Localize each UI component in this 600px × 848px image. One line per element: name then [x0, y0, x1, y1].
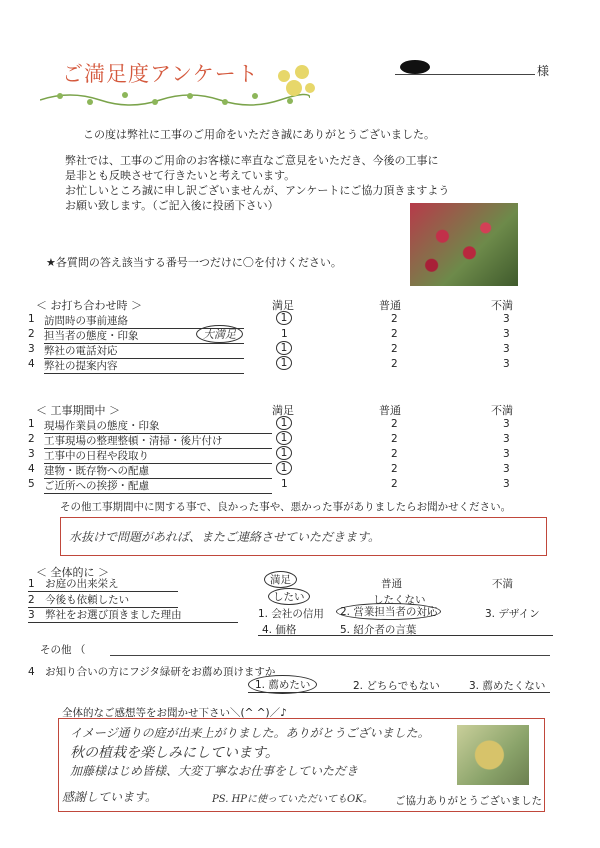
- redacted-name: [400, 60, 430, 74]
- berries-photo: [410, 203, 518, 286]
- impression-line-2: 秋の植栽を楽しみにしています。: [70, 745, 279, 761]
- page-title: ご満足度アンケート: [62, 62, 259, 86]
- s2-row1-num: 1: [28, 418, 35, 430]
- other-prompt: その他工事期間中に関する事で、良かった事や、悪かった事がありましたらお聞かせください。: [60, 501, 512, 513]
- s3-q2-answer-yes[interactable]: したい: [268, 588, 310, 605]
- s1-row3-question: 弊社の電話対応: [44, 343, 244, 359]
- s2-row4-question: 建物・既存物への配慮: [44, 463, 272, 479]
- s2-row3-answer-3[interactable]: 3: [503, 448, 510, 460]
- s1-row4-answer-3[interactable]: 3: [503, 358, 510, 370]
- flower-decoration: [272, 62, 318, 102]
- s1-row4-answer-1[interactable]: 1: [276, 356, 292, 370]
- intro-line-4: お忙しいところ誠に申し訳ございませんが、アンケートにご協力頂きますよう: [65, 184, 450, 197]
- s2-row4-num: 4: [28, 463, 35, 475]
- s1-row2-question: 担当者の態度・印象: [44, 328, 244, 344]
- section1-title: ＜ お打ち合わせ時 ＞: [36, 299, 142, 312]
- s4-answer-3[interactable]: 3. 薦めたくない: [469, 680, 546, 692]
- s3-q3-reason-4[interactable]: 4. 価格: [262, 624, 297, 636]
- s3-q3-reason-1[interactable]: 1. 会社の信用: [258, 608, 324, 620]
- s3-other-label: その他 （: [40, 644, 86, 656]
- intro-line-5: お願い致します。（ご記入後に投函下さい）: [65, 199, 279, 212]
- intro-line-3: 是非とも反映させて行きたいと考えています。: [65, 169, 296, 182]
- s1-row1-answer-1[interactable]: 1: [276, 311, 292, 325]
- plant-photo: [457, 725, 529, 785]
- section1-header-satisfied: 満足: [272, 299, 294, 312]
- intro-line-2: 弊社では、工事のご用命のお客様に率直なご意見をいただき、今後の工事に: [65, 154, 439, 167]
- section2-header-satisfied: 満足: [272, 404, 294, 417]
- section2-title: ＜ 工事期間中 ＞: [36, 404, 120, 417]
- s3-q2-answer-no[interactable]: したくない: [373, 594, 426, 606]
- s1-row4-num: 4: [28, 358, 35, 370]
- impression-line-3: 加藤様はじめ皆様、大変丁寧なお仕事をしていただき: [70, 764, 359, 778]
- s2-row1-answer-1[interactable]: 1: [276, 416, 292, 430]
- s3-q3-reason-3[interactable]: 3. デザイン: [485, 608, 540, 620]
- instruction-text: ★各質問の答え該当する番号一つだけに〇を付けください。: [46, 256, 342, 269]
- s4-question: 4 お知り合いの方にフジタ緑研をお薦め頂けますか: [28, 666, 276, 678]
- s1-row1-answer-3[interactable]: 3: [503, 313, 510, 325]
- s2-row1-answer-3[interactable]: 3: [503, 418, 510, 430]
- section2-header-normal: 普通: [379, 404, 401, 417]
- intro-line-1: この度は弊社に工事のご用命をいただき誠にありがとうございました。: [83, 128, 435, 141]
- s3-q1-answer-normal[interactable]: 普通: [381, 578, 402, 590]
- s2-row1-answer-2[interactable]: 2: [391, 418, 398, 430]
- s2-row5-answer-2[interactable]: 2: [391, 478, 398, 490]
- thanks-text: ご協力ありがとうございました: [395, 795, 542, 807]
- impression-line-1: イメージ通りの庭が出来上がりました。ありがとうございました。: [70, 726, 430, 740]
- s1-row2-answer-1[interactable]: 1: [281, 328, 288, 340]
- s2-row3-answer-1[interactable]: 1: [276, 446, 292, 460]
- s1-row2-answer-3[interactable]: 3: [503, 328, 510, 340]
- s3-q3-question: 3 弊社をお選び頂きました理由: [28, 607, 238, 623]
- section1-header-unsatisfied: 不満: [491, 299, 513, 312]
- s4-underline: [248, 692, 550, 693]
- s1-row2-answer-2[interactable]: 2: [391, 328, 398, 340]
- reason-underline: [258, 635, 553, 636]
- name-line: [395, 74, 535, 75]
- s2-row3-num: 3: [28, 448, 35, 460]
- s2-row5-question: ご近所への挨拶・配慮: [44, 478, 272, 494]
- impression-line-5: PS. HPに使っていただいてもOK。: [212, 794, 373, 805]
- s1-row1-num: 1: [28, 313, 35, 325]
- section1-header-normal: 普通: [379, 299, 401, 312]
- s2-row2-answer-2[interactable]: 2: [391, 433, 398, 445]
- s3-q2-question: 2 今後も依頼したい: [28, 592, 178, 608]
- impression-prompt: 全体的なご感想等をお聞かせ下さい＼(^ ^)／♪: [62, 707, 287, 719]
- section3-title: ＜ 全体的に ＞: [36, 566, 109, 579]
- s3-q1-answer-satisfied[interactable]: 満足: [264, 571, 297, 588]
- s2-row2-answer-3[interactable]: 3: [503, 433, 510, 445]
- s4-answer-1[interactable]: 1. 薦めたい: [248, 675, 317, 694]
- s2-row4-answer-1[interactable]: 1: [276, 461, 292, 475]
- s2-row5-answer-3[interactable]: 3: [503, 478, 510, 490]
- s2-row2-num: 2: [28, 433, 35, 445]
- honorific-label: 様: [537, 64, 550, 78]
- s1-row2-num: 2: [28, 328, 35, 340]
- s4-answer-2[interactable]: 2. どちらでもない: [353, 680, 440, 692]
- s1-row4-question: 弊社の提案内容: [44, 358, 244, 374]
- s3-q1-answer-unsatisfied[interactable]: 不満: [492, 578, 513, 590]
- s2-row5-num: 5: [28, 478, 35, 490]
- s1-row1-question: 訪問時の事前連絡: [44, 313, 244, 329]
- s1-row3-answer-1[interactable]: 1: [276, 341, 292, 355]
- other-answer-box[interactable]: [60, 517, 547, 556]
- s2-row3-question: 工事中の日程や段取り: [44, 448, 272, 464]
- s2-row2-question: 工事現場の整理整頓・清掃・後片付け: [44, 433, 272, 449]
- s2-row4-answer-3[interactable]: 3: [503, 463, 510, 475]
- s1-row2-handwritten-note: 大満足: [196, 325, 243, 343]
- s2-row5-answer-1[interactable]: 1: [281, 478, 288, 490]
- s3-q3-reason-5[interactable]: 5. 紹介者の言葉: [340, 624, 417, 636]
- s1-row3-answer-2[interactable]: 2: [391, 343, 398, 355]
- section2-header-unsatisfied: 不満: [491, 404, 513, 417]
- s1-row3-answer-3[interactable]: 3: [503, 343, 510, 355]
- s3-q3-reason-2[interactable]: 2. 営業担当者の対応: [336, 603, 441, 620]
- s1-row1-answer-2[interactable]: 2: [391, 313, 398, 325]
- s3-other-line[interactable]: [110, 655, 550, 656]
- s2-row2-answer-1[interactable]: 1: [276, 431, 292, 445]
- vine-decoration: [40, 88, 310, 108]
- s1-row3-num: 3: [28, 343, 35, 355]
- s3-q1-question: 1 お庭の出来栄え: [28, 576, 178, 592]
- other-answer-text: 水抜けで問題があれば、またご連絡させていただきます。: [69, 530, 381, 544]
- s2-row4-answer-2[interactable]: 2: [391, 463, 398, 475]
- s2-row1-question: 現場作業員の態度・印象: [44, 418, 272, 434]
- s1-row4-answer-2[interactable]: 2: [391, 358, 398, 370]
- s2-row3-answer-2[interactable]: 2: [391, 448, 398, 460]
- impression-line-4: 感謝しています。: [62, 790, 158, 804]
